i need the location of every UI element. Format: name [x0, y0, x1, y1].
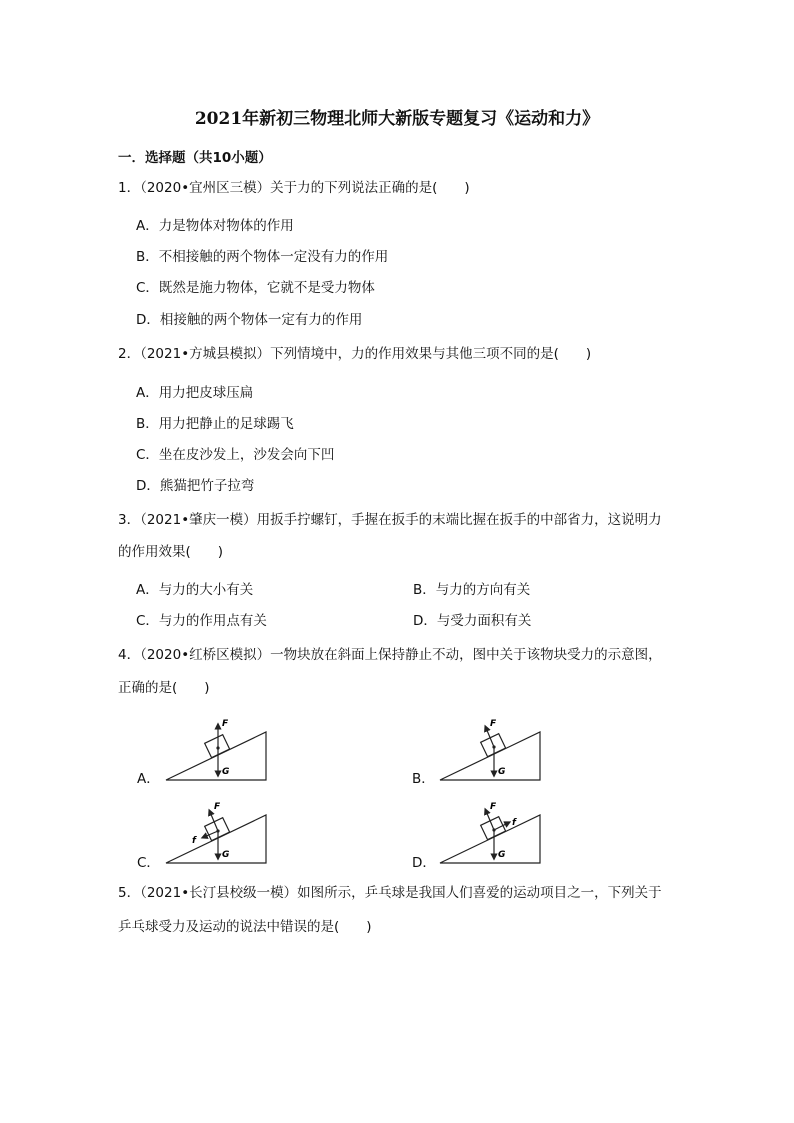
- question-2-option-c[interactable]: C．坐在皮沙发上，沙发会向下凹: [136, 447, 335, 463]
- label-f-d: F: [490, 802, 497, 812]
- question-4-stem-line-1: 4．（2020•红桥区模拟）一物块放在斜面上保持静止不动，图中关于该物块受力的示意图，: [118, 647, 662, 663]
- figure-a: [162, 712, 302, 792]
- question-1-stem: 1．（2020•宜州区三模）关于力的下列说法正确的是( ): [118, 180, 470, 196]
- question-5-stem-line-1: 5．（2021•长汀县校级一模）如图所示，乒乓球是我国人们喜爱的运动项目之一，下列关于: [118, 885, 662, 901]
- question-1-option-a[interactable]: A．力是物体对物体的作用: [136, 218, 294, 234]
- question-1-option-d[interactable]: D．相接触的两个物体一定有力的作用: [136, 312, 363, 328]
- question-3-option-a[interactable]: A．与力的大小有关: [136, 582, 254, 598]
- label-f-c: F: [214, 802, 221, 812]
- label-f-a: F: [222, 719, 229, 729]
- question-2-option-a[interactable]: A．用力把皮球压扁: [136, 385, 254, 401]
- label-g-d: G: [498, 850, 506, 860]
- question-2-stem: 2．（2021•方城县模拟）下列情境中，力的作用效果与其他三项不同的是( ): [118, 346, 592, 362]
- question-3-stem-line-2: 的作用效果( ): [118, 544, 224, 560]
- question-3-option-d[interactable]: D．与受力面积有关: [413, 613, 532, 629]
- label-friction-d: f: [512, 818, 516, 828]
- question-3-option-c[interactable]: C．与力的作用点有关: [136, 613, 267, 629]
- page-title: 2021年新初三物理北师大新版专题复习《运动和力》: [194, 109, 600, 129]
- label-g-a: G: [222, 767, 230, 777]
- figure-a-label[interactable]: A．: [137, 771, 160, 787]
- figure-d: [436, 795, 576, 875]
- block-a: [205, 735, 230, 758]
- question-1-option-c[interactable]: C．既然是施力物体，它就不是受力物体: [136, 280, 375, 296]
- label-g-c: G: [222, 850, 230, 860]
- figure-b-label[interactable]: B．: [412, 771, 435, 787]
- label-f-b: F: [490, 719, 497, 729]
- figure-c: [162, 795, 302, 875]
- question-3-stem-line-1: 3．（2021•肇庆一模）用扳手拧螺钉，手握在扳手的末端比握在扳手的中部省力，这说明力: [118, 512, 662, 528]
- question-2-option-d[interactable]: D．熊猫把竹子拉弯: [136, 478, 255, 494]
- label-friction-c: f: [192, 836, 196, 846]
- question-2-option-b[interactable]: B．用力把静止的足球踢飞: [136, 416, 294, 432]
- label-g-b: G: [498, 767, 506, 777]
- question-4-stem-line-2: 正确的是( ): [118, 680, 210, 696]
- question-1-option-b[interactable]: B．不相接触的两个物体一定没有力的作用: [136, 249, 389, 265]
- question-3-option-b[interactable]: B．与力的方向有关: [413, 582, 531, 598]
- figure-b: [436, 712, 576, 792]
- section-heading: 一．选择题（共10小题）: [118, 150, 272, 166]
- figure-d-label[interactable]: D．: [412, 855, 436, 871]
- question-5-stem-line-2: 乒乓球受力及运动的说法中错误的是( ): [118, 919, 372, 935]
- figure-c-label[interactable]: C．: [137, 855, 160, 871]
